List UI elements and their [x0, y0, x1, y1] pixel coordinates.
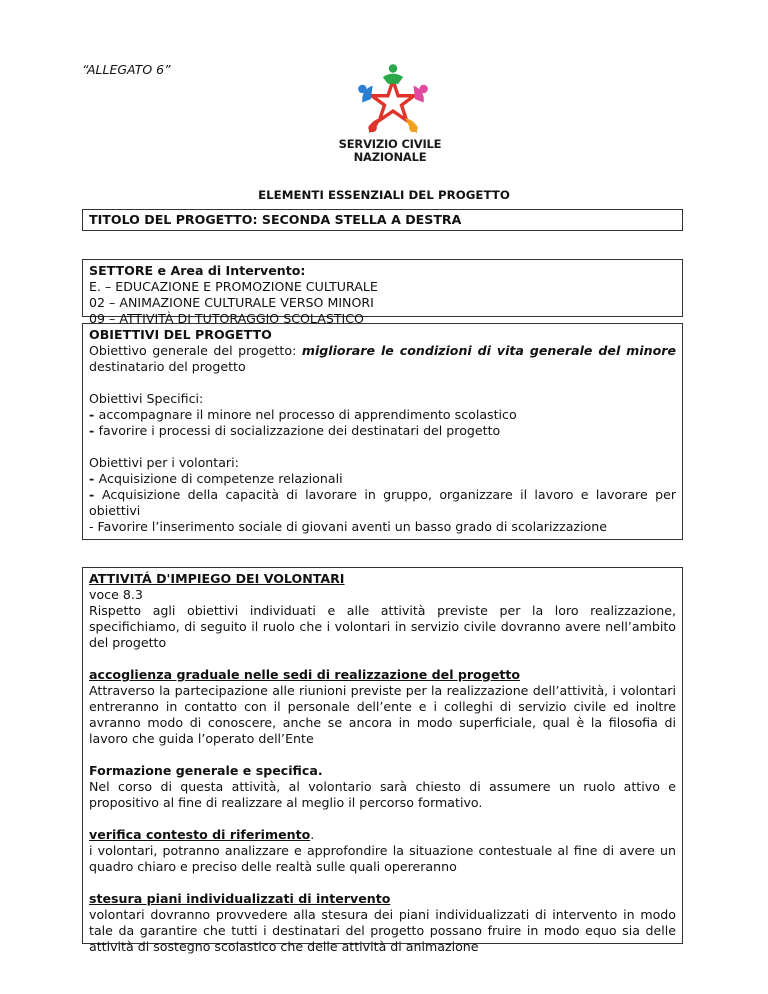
logo-text-line2: NAZIONALE: [353, 150, 427, 164]
settore-box: [82, 259, 683, 326]
settore-heading: SETTORE e Area di Intervento:: [89, 263, 306, 278]
volontari-heading: Obiettivi per i volontari:: [89, 455, 239, 470]
settore-line: E. – EDUCAZIONE E PROMOZIONE CULTURALE: [89, 279, 378, 294]
section-title: verifica contesto di riferimento.: [89, 827, 315, 842]
obiettivi-box: [82, 323, 683, 540]
attivita-box: [82, 567, 683, 954]
specifico-item: - accompagnare il minore nel processo di apprendimento scolastico: [89, 407, 517, 422]
section-body: volontari dovranno provvedere alla stesura dei piani individualizzati di intervento in modo tale da garantire che tutti i destinatari del progetto possano fruire in modo equo sia delle attività di sostegno scolastico che delle attività di animazione: [89, 907, 676, 954]
volontari-item: - Acquisizione della capacità di lavorare in gruppo, organizzare il lavoro e lavorare per obiettivi: [89, 487, 676, 518]
obiettivo-generale: [89, 343, 676, 375]
titolo-text: TITOLO DEL PROGETTO: SECONDA STELLA A DESTRA: [89, 212, 462, 227]
volontari-item: - Acquisizione di competenze relazionali: [89, 471, 343, 486]
section-title: accoglienza graduale nelle sedi di realizzazione del progetto: [89, 667, 521, 682]
volontari-item: - Favorire l’inserimento sociale di giovani aventi un basso grado di scolarizzazione: [89, 519, 607, 534]
document-title: ELEMENTI ESSENZIALI DEL PROGETTO: [258, 188, 510, 202]
attivita-intro: Rispetto agli obiettivi individuati e alle attività previste per la loro realizzazione, specifichiamo, di seguito il ruolo che i volontari in servizio civile dovranno avere nell’ambito del progetto: [89, 603, 676, 650]
obiettivo-generale-bold: migliorare le condizioni di vita generale del minore: [301, 343, 676, 358]
obiettivi-heading: OBIETTIVI DEL PROGETTO: [89, 327, 272, 342]
allegato-label: “ALLEGATO 6”: [82, 62, 171, 77]
section-title: Formazione generale e specifica.: [89, 763, 323, 778]
section-body: Nel corso di questa attività, al volontario sarà chiesto di assumere un ruolo attivo e propositivo al fine di realizzare al meglio il percorso formativo.: [89, 779, 676, 810]
titolo-box: [82, 209, 683, 231]
section-body: Attraverso la partecipazione alle riunioni previste per la realizzazione dell’attività, i volontari entreranno in contatto con il personale dell’ente e i colleghi di servizio civile ed inoltre avranno modo di conoscere, anche se ancora in modo superficiale, qual è la filosofia di lavoro che guida l’operato dell’Ente: [89, 683, 676, 746]
specifico-item: - favorire i processi di socializzazione dei destinatari del progetto: [89, 423, 501, 438]
obiettivo-generale-suffix: destinatario del progetto: [89, 359, 246, 374]
settore-line: 09 – ATTIVITÀ DI TUTORAGGIO SCOLASTICO: [89, 311, 364, 326]
section-title: stesura piani individualizzati di intervento: [89, 891, 391, 906]
settore-line: 02 – ANIMAZIONE CULTURALE VERSO MINORI: [89, 295, 374, 310]
star-people-logo-icon: [342, 60, 444, 140]
specifici-heading: Obiettivi Specifici:: [89, 391, 204, 406]
servizio-civile-logo: [330, 60, 450, 168]
attivita-voce: voce 8.3: [89, 587, 143, 602]
section-body: i volontari, potranno analizzare e approfondire la situazione contestuale al fine di avere un quadro chiaro e preciso delle realtà sulle quali opereranno: [89, 843, 676, 874]
logo-text-line1: SERVIZIO CIVILE: [338, 137, 442, 151]
obiettivo-generale-prefix: Obiettivo generale del progetto:: [89, 343, 302, 358]
attivita-heading: ATTIVITÁ D'IMPIEGO DEI VOLONTARI: [89, 571, 345, 586]
